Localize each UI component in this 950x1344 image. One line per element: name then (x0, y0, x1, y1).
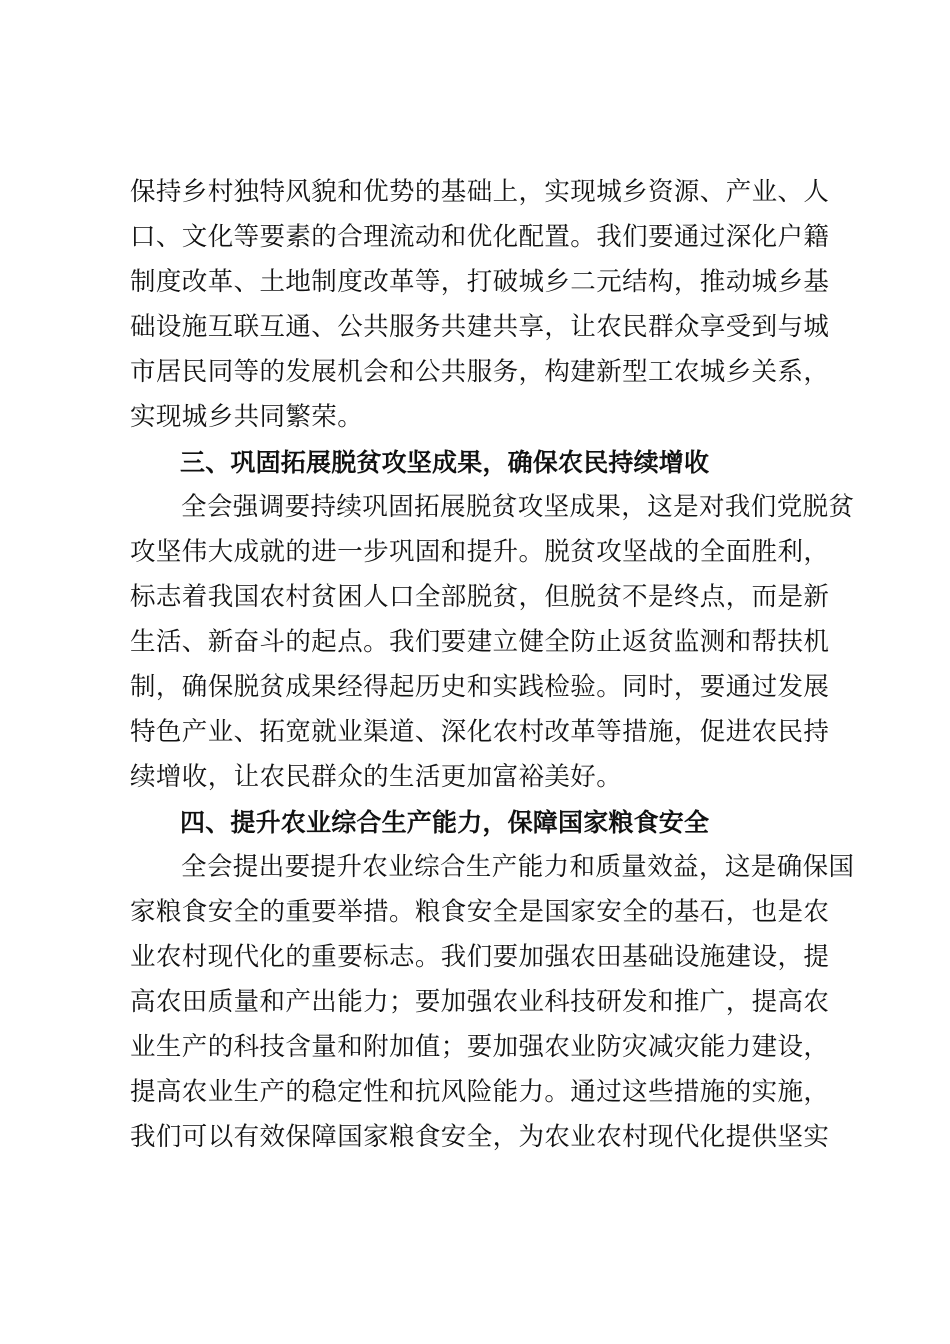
paragraph-food-security (130, 845, 855, 1160)
text-line: 家粮食安全的重要举措。粮食安全是国家安全的基石，也是农 (130, 897, 830, 927)
text-line: 高农田质量和产出能力；要加强农业科技研发和推广，提高农 (130, 987, 830, 1017)
text-line: 口、文化等要素的合理流动和优化配置。我们要通过深化户籍 (130, 222, 830, 252)
section-heading-four: 四、提升农业综合生产能力，保障国家粮食安全 (180, 808, 710, 837)
text-line: 提高农业生产的稳定性和抗风险能力。通过这些措施的实施， (130, 1077, 830, 1107)
text-line: 特色产业、拓宽就业渠道、深化农村改革等措施，促进农民持 (130, 717, 830, 747)
paragraph-urban-rural-integration (130, 170, 830, 440)
text-line: 生活、新奋斗的起点。我们要建立健全防止返贫监测和帮扶机 (130, 627, 830, 657)
text-line: 业生产的科技含量和附加值；要加强农业防灾减灾能力建设， (130, 1032, 830, 1062)
text-line: 保持乡村独特风貌和优势的基础上，实现城乡资源、产业、人 (130, 177, 830, 207)
text-line: 全会强调要持续巩固拓展脱贫攻坚成果，这是对我们党脱贫 (181, 492, 855, 522)
text-line: 标志着我国农村贫困人口全部脱贫，但脱贫不是终点，而是新 (130, 582, 830, 612)
text-line: 制度改革、土地制度改革等，打破城乡二元结构，推动城乡基 (130, 267, 830, 297)
document-page (130, 170, 855, 1160)
text-line: 我们可以有效保障国家粮食安全，为农业农村现代化提供坚实 (130, 1122, 830, 1152)
text-line: 市居民同等的发展机会和公共服务，构建新型工农城乡关系， (130, 357, 830, 387)
text-line: 制，确保脱贫成果经得起历史和实践检验。同时，要通过发展 (130, 672, 830, 702)
text-line: 攻坚伟大成就的进一步巩固和提升。脱贫攻坚战的全面胜利， (130, 537, 830, 567)
text-line: 全会提出要提升农业综合生产能力和质量效益，这是确保国 (181, 852, 855, 882)
text-line: 础设施互联互通、公共服务共建共享，让农民群众享受到与城 (130, 312, 830, 342)
text-line: 续增收，让农民群众的生活更加富裕美好。 (130, 762, 623, 792)
text-line: 实现城乡共同繁荣。 (130, 402, 364, 432)
section-heading-three: 三、巩固拓展脱贫攻坚成果，确保农民持续增收 (180, 448, 710, 477)
text-line: 业农村现代化的重要标志。我们要加强农田基础设施建设，提 (130, 942, 830, 972)
paragraph-poverty-alleviation (130, 485, 855, 800)
